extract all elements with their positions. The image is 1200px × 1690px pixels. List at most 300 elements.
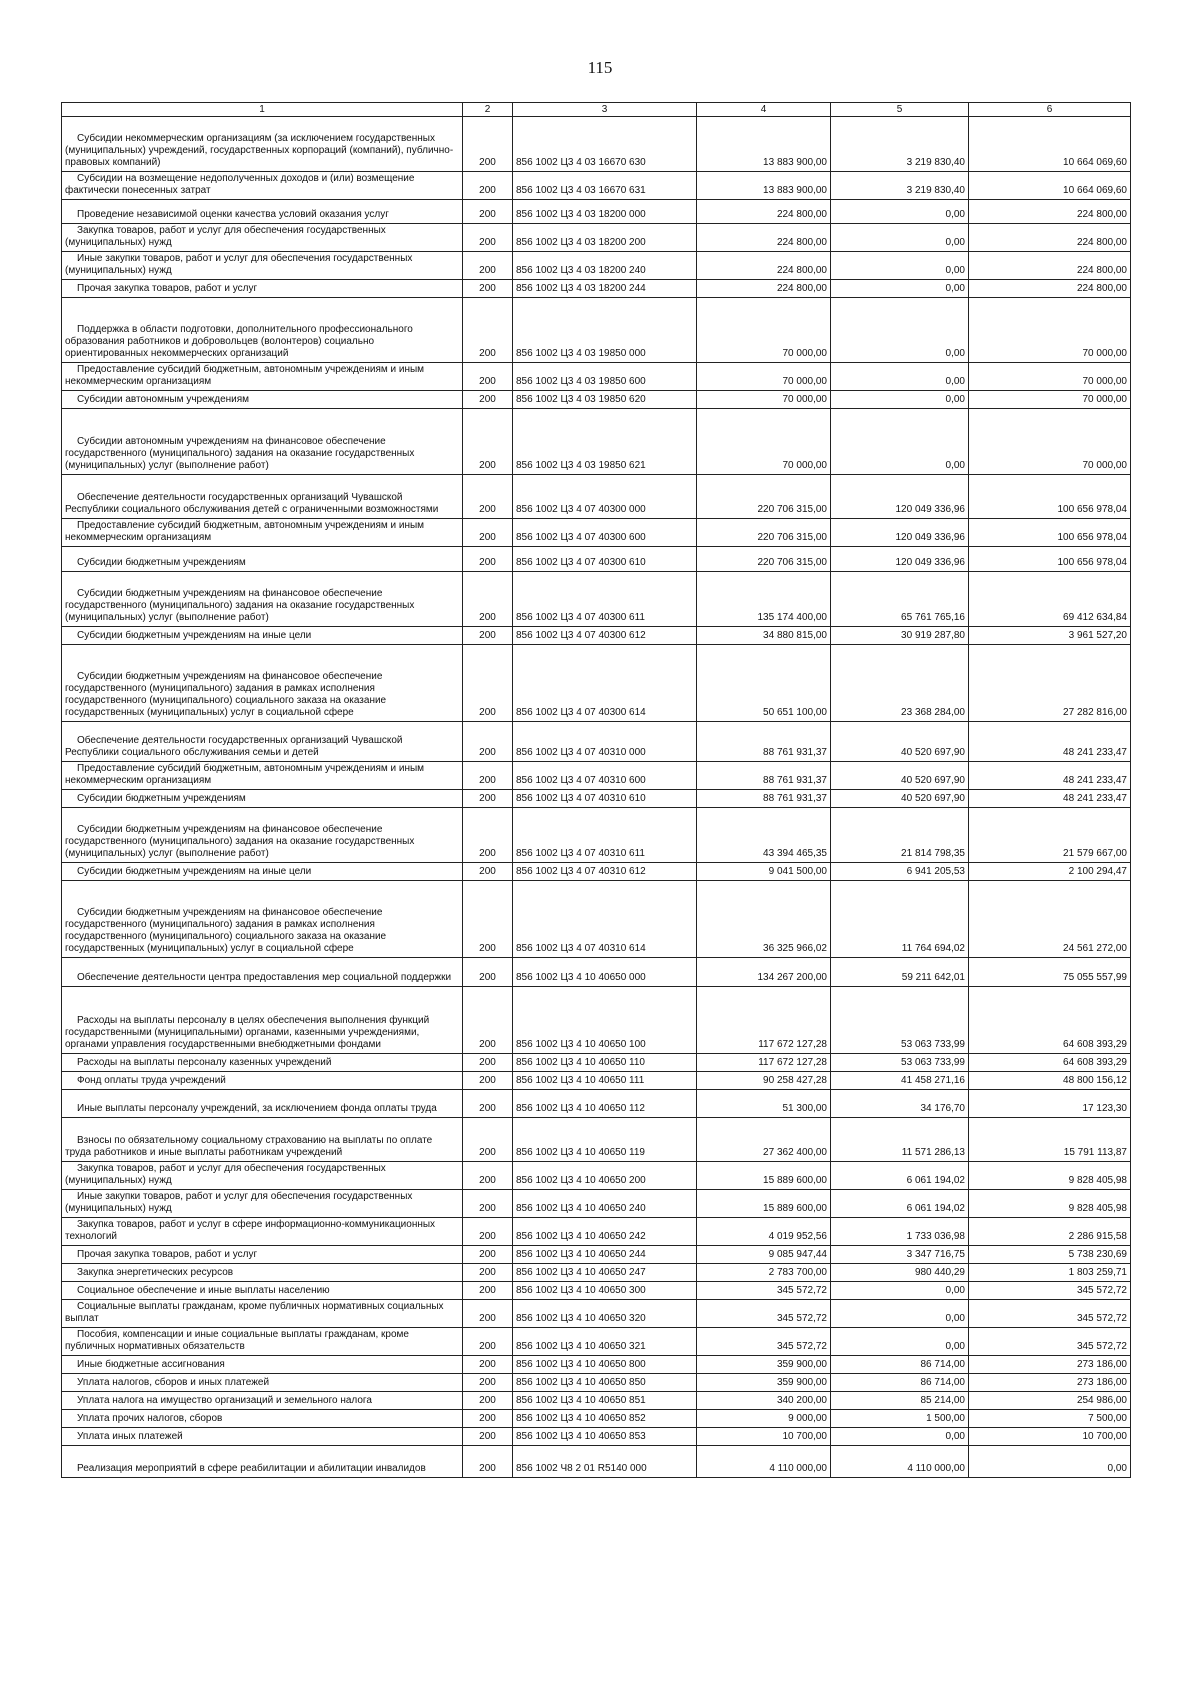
- row-budget-code: 856 1002 Ц3 4 10 40650 000: [513, 958, 697, 987]
- row-executed-amount: 41 458 271,16: [831, 1072, 969, 1090]
- row-section: 200: [463, 1090, 513, 1118]
- row-budget-code: 856 1002 Ц3 4 10 40650 100: [513, 987, 697, 1054]
- row-budget-code: 856 1002 Ц3 4 07 40310 000: [513, 722, 697, 762]
- table-row: [62, 363, 1131, 391]
- row-budget-code: 856 1002 Ц3 4 03 18200 244: [513, 280, 697, 298]
- row-budget-code: 856 1002 Ц3 4 10 40650 851: [513, 1392, 697, 1410]
- row-budget-code: 856 1002 Ц3 4 03 18200 240: [513, 252, 697, 280]
- table-row: [62, 391, 1131, 409]
- row-planned-amount: 10 700,00: [697, 1428, 831, 1446]
- row-section: 200: [463, 475, 513, 519]
- table-row: [62, 1246, 1131, 1264]
- table-row: [62, 547, 1131, 572]
- row-planned-amount: 88 761 931,37: [697, 722, 831, 762]
- row-section: 200: [463, 1054, 513, 1072]
- table-row: [62, 409, 1131, 475]
- table-row: [62, 1118, 1131, 1162]
- row-section: 200: [463, 224, 513, 252]
- table-row: [62, 200, 1131, 224]
- row-section: 200: [463, 1282, 513, 1300]
- row-remaining-amount: 75 055 557,99: [969, 958, 1131, 987]
- row-name: Прочая закупка товаров, работ и услуг: [62, 1246, 463, 1264]
- row-remaining-amount: 48 800 156,12: [969, 1072, 1131, 1090]
- row-planned-amount: 4 110 000,00: [697, 1446, 831, 1478]
- row-budget-code: 856 1002 Ц3 4 03 18200 000: [513, 200, 697, 224]
- row-planned-amount: 340 200,00: [697, 1392, 831, 1410]
- row-budget-code: 856 1002 Ц3 4 10 40650 247: [513, 1264, 697, 1282]
- row-executed-amount: 0,00: [831, 200, 969, 224]
- row-planned-amount: 34 880 815,00: [697, 627, 831, 645]
- row-planned-amount: 50 651 100,00: [697, 645, 831, 722]
- row-budget-code: 856 1002 Ц3 4 07 40310 610: [513, 790, 697, 808]
- row-remaining-amount: 3 961 527,20: [969, 627, 1131, 645]
- row-budget-code: 856 1002 Ц3 4 07 40300 612: [513, 627, 697, 645]
- row-remaining-amount: 27 282 816,00: [969, 645, 1131, 722]
- row-section: 200: [463, 1246, 513, 1264]
- row-planned-amount: 2 783 700,00: [697, 1264, 831, 1282]
- column-number: 1: [62, 103, 463, 117]
- row-executed-amount: 3 219 830,40: [831, 117, 969, 172]
- row-executed-amount: 53 063 733,99: [831, 1054, 969, 1072]
- row-name: Предоставление субсидий бюджетным, автономным учреждениям и иным некоммерческим организациям: [62, 762, 463, 790]
- row-executed-amount: 86 714,00: [831, 1374, 969, 1392]
- row-budget-code: 856 1002 Ц3 4 03 19850 000: [513, 298, 697, 363]
- row-name: Уплата налога на имущество организаций и земельного налога: [62, 1392, 463, 1410]
- row-executed-amount: 1 500,00: [831, 1410, 969, 1428]
- row-planned-amount: 9 041 500,00: [697, 863, 831, 881]
- row-remaining-amount: 48 241 233,47: [969, 722, 1131, 762]
- row-executed-amount: 11 571 286,13: [831, 1118, 969, 1162]
- row-executed-amount: 86 714,00: [831, 1356, 969, 1374]
- row-planned-amount: 15 889 600,00: [697, 1162, 831, 1190]
- row-planned-amount: 27 362 400,00: [697, 1118, 831, 1162]
- row-planned-amount: 36 325 966,02: [697, 881, 831, 958]
- row-remaining-amount: 224 800,00: [969, 280, 1131, 298]
- table-row: [62, 298, 1131, 363]
- row-planned-amount: 9 085 947,44: [697, 1246, 831, 1264]
- row-section: 200: [463, 391, 513, 409]
- row-section: 200: [463, 200, 513, 224]
- row-budget-code: 856 1002 Ц3 4 10 40650 244: [513, 1246, 697, 1264]
- row-name: Субсидии бюджетным учреждениям на финансовое обеспечение государственного (муниципального) задания в рамках исполнения государственного (муниципального) социального заказа на оказание государственных (муниципальных) услуг в социальной сфере: [62, 645, 463, 722]
- row-section: 200: [463, 808, 513, 863]
- row-section: 200: [463, 1190, 513, 1218]
- row-name: Субсидии бюджетным учреждениям: [62, 547, 463, 572]
- row-remaining-amount: 254 986,00: [969, 1392, 1131, 1410]
- table-row: [62, 1374, 1131, 1392]
- row-planned-amount: 134 267 200,00: [697, 958, 831, 987]
- row-section: 200: [463, 722, 513, 762]
- row-remaining-amount: 5 738 230,69: [969, 1246, 1131, 1264]
- row-remaining-amount: 9 828 405,98: [969, 1162, 1131, 1190]
- row-executed-amount: 0,00: [831, 224, 969, 252]
- row-executed-amount: 6 061 194,02: [831, 1190, 969, 1218]
- table-row: [62, 627, 1131, 645]
- row-executed-amount: 34 176,70: [831, 1090, 969, 1118]
- row-remaining-amount: 70 000,00: [969, 363, 1131, 391]
- row-name: Субсидии бюджетным учреждениям на иные цели: [62, 863, 463, 881]
- row-planned-amount: 220 706 315,00: [697, 475, 831, 519]
- row-executed-amount: 0,00: [831, 252, 969, 280]
- row-section: 200: [463, 547, 513, 572]
- row-name: Иные закупки товаров, работ и услуг для обеспечения государственных (муниципальных) нужд: [62, 1190, 463, 1218]
- row-executed-amount: 11 764 694,02: [831, 881, 969, 958]
- row-executed-amount: 40 520 697,90: [831, 790, 969, 808]
- row-remaining-amount: 64 608 393,29: [969, 987, 1131, 1054]
- row-remaining-amount: 224 800,00: [969, 200, 1131, 224]
- row-planned-amount: 88 761 931,37: [697, 762, 831, 790]
- row-planned-amount: 15 889 600,00: [697, 1190, 831, 1218]
- row-remaining-amount: 1 803 259,71: [969, 1264, 1131, 1282]
- table-row: [62, 1446, 1131, 1478]
- row-budget-code: 856 1002 Ц3 4 03 19850 620: [513, 391, 697, 409]
- row-planned-amount: 359 900,00: [697, 1356, 831, 1374]
- row-name: Предоставление субсидий бюджетным, автономным учреждениям и иным некоммерческим организациям: [62, 363, 463, 391]
- row-budget-code: 856 1002 Ц3 4 10 40650 112: [513, 1090, 697, 1118]
- row-executed-amount: 59 211 642,01: [831, 958, 969, 987]
- row-remaining-amount: 24 561 272,00: [969, 881, 1131, 958]
- table-row: [62, 1428, 1131, 1446]
- row-executed-amount: 0,00: [831, 1282, 969, 1300]
- table-row: [62, 1218, 1131, 1246]
- row-remaining-amount: 345 572,72: [969, 1300, 1131, 1328]
- table-row: [62, 1072, 1131, 1090]
- row-planned-amount: 220 706 315,00: [697, 519, 831, 547]
- row-budget-code: 856 1002 Ц3 4 10 40650 800: [513, 1356, 697, 1374]
- row-name: Субсидии на возмещение недополученных доходов и (или) возмещение фактически понесенных затрат: [62, 172, 463, 200]
- table-row: [62, 1328, 1131, 1356]
- row-budget-code: 856 1002 Ц3 4 07 40300 000: [513, 475, 697, 519]
- row-planned-amount: 9 000,00: [697, 1410, 831, 1428]
- row-executed-amount: 23 368 284,00: [831, 645, 969, 722]
- row-section: 200: [463, 572, 513, 627]
- row-remaining-amount: 273 186,00: [969, 1356, 1131, 1374]
- row-executed-amount: 21 814 798,35: [831, 808, 969, 863]
- row-name: Взносы по обязательному социальному страхованию на выплаты по оплате труда работников и иные выплаты работникам учреждений: [62, 1118, 463, 1162]
- row-name: Прочая закупка товаров, работ и услуг: [62, 280, 463, 298]
- row-executed-amount: 4 110 000,00: [831, 1446, 969, 1478]
- row-remaining-amount: 70 000,00: [969, 298, 1131, 363]
- row-name: Фонд оплаты труда учреждений: [62, 1072, 463, 1090]
- table-row: [62, 117, 1131, 172]
- row-name: Реализация мероприятий в сфере реабилитации и абилитации инвалидов: [62, 1446, 463, 1478]
- row-budget-code: 856 1002 Ц3 4 10 40650 320: [513, 1300, 697, 1328]
- row-planned-amount: 90 258 427,28: [697, 1072, 831, 1090]
- row-executed-amount: 3 347 716,75: [831, 1246, 969, 1264]
- row-executed-amount: 120 049 336,96: [831, 547, 969, 572]
- row-planned-amount: 224 800,00: [697, 252, 831, 280]
- row-remaining-amount: 10 664 069,60: [969, 172, 1131, 200]
- row-section: 200: [463, 863, 513, 881]
- table-row: [62, 881, 1131, 958]
- row-planned-amount: 4 019 952,56: [697, 1218, 831, 1246]
- row-planned-amount: 70 000,00: [697, 409, 831, 475]
- row-remaining-amount: 2 286 915,58: [969, 1218, 1131, 1246]
- column-number: 5: [831, 103, 969, 117]
- row-section: 200: [463, 1300, 513, 1328]
- row-remaining-amount: 100 656 978,04: [969, 475, 1131, 519]
- row-executed-amount: 1 733 036,98: [831, 1218, 969, 1246]
- row-name: Закупка товаров, работ и услуг для обеспечения государственных (муниципальных) нужд: [62, 1162, 463, 1190]
- table-row: [62, 645, 1131, 722]
- row-budget-code: 856 1002 Ц3 4 07 40300 611: [513, 572, 697, 627]
- table-row: [62, 572, 1131, 627]
- row-remaining-amount: 100 656 978,04: [969, 519, 1131, 547]
- row-name: Пособия, компенсации и иные социальные выплаты гражданам, кроме публичных нормативных обязательств: [62, 1328, 463, 1356]
- row-remaining-amount: 345 572,72: [969, 1282, 1131, 1300]
- row-budget-code: 856 1002 Ц3 4 10 40650 200: [513, 1162, 697, 1190]
- row-executed-amount: 120 049 336,96: [831, 475, 969, 519]
- table-row: [62, 1282, 1131, 1300]
- row-name: Субсидии автономным учреждениям: [62, 391, 463, 409]
- row-remaining-amount: 21 579 667,00: [969, 808, 1131, 863]
- row-executed-amount: 3 219 830,40: [831, 172, 969, 200]
- row-executed-amount: 0,00: [831, 298, 969, 363]
- row-remaining-amount: 9 828 405,98: [969, 1190, 1131, 1218]
- row-name: Поддержка в области подготовки, дополнительного профессионального образования работников и добровольцев (волонтеров) социально ориентированных некоммерческих организаций: [62, 298, 463, 363]
- row-name: Закупка товаров, работ и услуг для обеспечения государственных (муниципальных) нужд: [62, 224, 463, 252]
- row-remaining-amount: 10 700,00: [969, 1428, 1131, 1446]
- row-planned-amount: 88 761 931,37: [697, 790, 831, 808]
- row-remaining-amount: 273 186,00: [969, 1374, 1131, 1392]
- row-name: Обеспечение деятельности государственных организаций Чувашской Республики социального обслуживания семьи и детей: [62, 722, 463, 762]
- row-budget-code: 856 1002 Ц3 4 07 40310 612: [513, 863, 697, 881]
- row-section: 200: [463, 790, 513, 808]
- table-row: [62, 1300, 1131, 1328]
- row-section: 200: [463, 1392, 513, 1410]
- row-budget-code: 856 1002 Ц3 4 10 40650 300: [513, 1282, 697, 1300]
- row-executed-amount: 0,00: [831, 280, 969, 298]
- row-name: Обеспечение деятельности государственных организаций Чувашской Республики социального обслуживания детей с ограниченными возможностями: [62, 475, 463, 519]
- row-budget-code: 856 1002 Ц3 4 10 40650 242: [513, 1218, 697, 1246]
- row-name: Субсидии бюджетным учреждениям на финансовое обеспечение государственного (муниципального) задания в рамках исполнения государственного (муниципального) социального заказа на оказание государственных (муниципальных) услуг в социальной сфере: [62, 881, 463, 958]
- row-remaining-amount: 64 608 393,29: [969, 1054, 1131, 1072]
- row-section: 200: [463, 1356, 513, 1374]
- row-section: 200: [463, 627, 513, 645]
- row-section: 200: [463, 1446, 513, 1478]
- row-executed-amount: 53 063 733,99: [831, 987, 969, 1054]
- row-budget-code: 856 1002 Ц3 4 07 40300 614: [513, 645, 697, 722]
- row-remaining-amount: 2 100 294,47: [969, 863, 1131, 881]
- row-executed-amount: 85 214,00: [831, 1392, 969, 1410]
- row-executed-amount: 6 941 205,53: [831, 863, 969, 881]
- table-row: [62, 808, 1131, 863]
- row-planned-amount: 345 572,72: [697, 1282, 831, 1300]
- row-planned-amount: 224 800,00: [697, 224, 831, 252]
- row-section: 200: [463, 1118, 513, 1162]
- column-number: 2: [463, 103, 513, 117]
- row-planned-amount: 13 883 900,00: [697, 172, 831, 200]
- row-name: Субсидии бюджетным учреждениям на финансовое обеспечение государственного (муниципального) задания на оказание государственных (муниципальных) услуг (выполнение работ): [62, 808, 463, 863]
- row-name: Уплата налогов, сборов и иных платежей: [62, 1374, 463, 1392]
- row-planned-amount: 345 572,72: [697, 1300, 831, 1328]
- row-name: Субсидии бюджетным учреждениям на иные цели: [62, 627, 463, 645]
- row-section: 200: [463, 298, 513, 363]
- row-section: 200: [463, 1374, 513, 1392]
- row-planned-amount: 224 800,00: [697, 280, 831, 298]
- row-executed-amount: 0,00: [831, 1300, 969, 1328]
- row-planned-amount: 117 672 127,28: [697, 1054, 831, 1072]
- row-planned-amount: 220 706 315,00: [697, 547, 831, 572]
- row-name: Иные бюджетные ассигнования: [62, 1356, 463, 1374]
- table-row: [62, 1410, 1131, 1428]
- table-row: [62, 1162, 1131, 1190]
- row-remaining-amount: 70 000,00: [969, 391, 1131, 409]
- row-executed-amount: 6 061 194,02: [831, 1162, 969, 1190]
- row-remaining-amount: 7 500,00: [969, 1410, 1131, 1428]
- row-name: Расходы на выплаты персоналу казенных учреждений: [62, 1054, 463, 1072]
- row-budget-code: 856 1002 Ц3 4 10 40650 240: [513, 1190, 697, 1218]
- row-budget-code: 856 1002 Ц3 4 10 40650 852: [513, 1410, 697, 1428]
- row-budget-code: 856 1002 Ц3 4 03 19850 600: [513, 363, 697, 391]
- row-planned-amount: 359 900,00: [697, 1374, 831, 1392]
- row-section: 200: [463, 252, 513, 280]
- row-remaining-amount: 70 000,00: [969, 409, 1131, 475]
- row-remaining-amount: 69 412 634,84: [969, 572, 1131, 627]
- row-remaining-amount: 224 800,00: [969, 224, 1131, 252]
- row-budget-code: 856 1002 Ц3 4 07 40300 600: [513, 519, 697, 547]
- row-planned-amount: 51 300,00: [697, 1090, 831, 1118]
- row-budget-code: 856 1002 Ц3 4 10 40650 321: [513, 1328, 697, 1356]
- row-remaining-amount: 224 800,00: [969, 252, 1131, 280]
- row-executed-amount: 0,00: [831, 363, 969, 391]
- row-name: Проведение независимой оценки качества условий оказания услуг: [62, 200, 463, 224]
- row-executed-amount: 120 049 336,96: [831, 519, 969, 547]
- table-row: [62, 224, 1131, 252]
- row-executed-amount: 980 440,29: [831, 1264, 969, 1282]
- row-planned-amount: 117 672 127,28: [697, 987, 831, 1054]
- row-executed-amount: 40 520 697,90: [831, 762, 969, 790]
- table-row: [62, 172, 1131, 200]
- row-remaining-amount: 10 664 069,60: [969, 117, 1131, 172]
- row-planned-amount: 70 000,00: [697, 298, 831, 363]
- row-remaining-amount: 17 123,30: [969, 1090, 1131, 1118]
- row-planned-amount: 13 883 900,00: [697, 117, 831, 172]
- row-remaining-amount: 100 656 978,04: [969, 547, 1131, 572]
- row-budget-code: 856 1002 Ц3 4 10 40650 850: [513, 1374, 697, 1392]
- row-section: 200: [463, 1328, 513, 1356]
- row-executed-amount: 40 520 697,90: [831, 722, 969, 762]
- row-budget-code: 856 1002 Ч8 2 01 R5140 000: [513, 1446, 697, 1478]
- row-name: Иные выплаты персоналу учреждений, за исключением фонда оплаты труда: [62, 1090, 463, 1118]
- row-budget-code: 856 1002 Ц3 4 03 16670 630: [513, 117, 697, 172]
- row-budget-code: 856 1002 Ц3 4 07 40310 611: [513, 808, 697, 863]
- row-section: 200: [463, 1428, 513, 1446]
- row-name: Субсидии бюджетным учреждениям на финансовое обеспечение государственного (муниципального) задания на оказание государственных (муниципальных) услуг (выполнение работ): [62, 572, 463, 627]
- row-remaining-amount: 15 791 113,87: [969, 1118, 1131, 1162]
- row-section: 200: [463, 363, 513, 391]
- row-executed-amount: 65 761 765,16: [831, 572, 969, 627]
- row-section: 200: [463, 280, 513, 298]
- column-number: 6: [969, 103, 1131, 117]
- row-name: Расходы на выплаты персоналу в целях обеспечения выполнения функций государственными (муниципальными) органами, казенными учреждениями, органами управления государственными внебюджетными фондами: [62, 987, 463, 1054]
- row-budget-code: 856 1002 Ц3 4 10 40650 119: [513, 1118, 697, 1162]
- row-budget-code: 856 1002 Ц3 4 07 40300 610: [513, 547, 697, 572]
- row-name: Субсидии бюджетным учреждениям: [62, 790, 463, 808]
- table-row: [62, 1392, 1131, 1410]
- row-name: Уплата иных платежей: [62, 1428, 463, 1446]
- row-budget-code: 856 1002 Ц3 4 03 19850 621: [513, 409, 697, 475]
- row-budget-code: 856 1002 Ц3 4 10 40650 853: [513, 1428, 697, 1446]
- row-section: 200: [463, 987, 513, 1054]
- row-planned-amount: 345 572,72: [697, 1328, 831, 1356]
- row-executed-amount: 30 919 287,80: [831, 627, 969, 645]
- row-name: Иные закупки товаров, работ и услуг для обеспечения государственных (муниципальных) нужд: [62, 252, 463, 280]
- row-section: 200: [463, 645, 513, 722]
- row-executed-amount: 0,00: [831, 391, 969, 409]
- table-row: [62, 475, 1131, 519]
- row-budget-code: 856 1002 Ц3 4 07 40310 614: [513, 881, 697, 958]
- row-section: 200: [463, 409, 513, 475]
- row-executed-amount: 0,00: [831, 409, 969, 475]
- row-executed-amount: 0,00: [831, 1328, 969, 1356]
- row-section: 200: [463, 1218, 513, 1246]
- table-row: [62, 1264, 1131, 1282]
- row-section: 200: [463, 172, 513, 200]
- row-section: 200: [463, 1264, 513, 1282]
- table-row: [62, 1356, 1131, 1374]
- table-row: [62, 280, 1131, 298]
- row-planned-amount: 70 000,00: [697, 391, 831, 409]
- row-remaining-amount: 345 572,72: [969, 1328, 1131, 1356]
- column-number: 3: [513, 103, 697, 117]
- table-row: [62, 762, 1131, 790]
- table-row: [62, 863, 1131, 881]
- row-section: 200: [463, 117, 513, 172]
- row-planned-amount: 43 394 465,35: [697, 808, 831, 863]
- table-row: [62, 519, 1131, 547]
- row-executed-amount: 0,00: [831, 1428, 969, 1446]
- row-name: Обеспечение деятельности центра предоставления мер социальной поддержки: [62, 958, 463, 987]
- row-budget-code: 856 1002 Ц3 4 07 40310 600: [513, 762, 697, 790]
- row-name: Предоставление субсидий бюджетным, автономным учреждениям и иным некоммерческим организациям: [62, 519, 463, 547]
- row-section: 200: [463, 1162, 513, 1190]
- row-section: 200: [463, 519, 513, 547]
- row-budget-code: 856 1002 Ц3 4 10 40650 111: [513, 1072, 697, 1090]
- table-row: [62, 790, 1131, 808]
- row-planned-amount: 224 800,00: [697, 200, 831, 224]
- row-name: Субсидии автономным учреждениям на финансовое обеспечение государственного (муниципального) задания на оказание государственных (муниципальных) услуг (выполнение работ): [62, 409, 463, 475]
- row-name: Закупка товаров, работ и услуг в сфере информационно-коммуникационных технологий: [62, 1218, 463, 1246]
- row-budget-code: 856 1002 Ц3 4 10 40650 110: [513, 1054, 697, 1072]
- row-section: 200: [463, 1072, 513, 1090]
- row-section: 200: [463, 1410, 513, 1428]
- row-name: Социальное обеспечение и иные выплаты населению: [62, 1282, 463, 1300]
- row-budget-code: 856 1002 Ц3 4 03 16670 631: [513, 172, 697, 200]
- table-row: [62, 1090, 1131, 1118]
- table-row: [62, 252, 1131, 280]
- column-number-header: [62, 103, 1131, 117]
- table-row: [62, 1190, 1131, 1218]
- page-number: 115: [587, 58, 613, 77]
- row-section: 200: [463, 881, 513, 958]
- table-row: [62, 958, 1131, 987]
- row-planned-amount: 70 000,00: [697, 363, 831, 391]
- row-name: Субсидии некоммерческим организациям (за исключением государственных (муниципальных) учреждений, государственных корпораций (компаний), публично-правовых компаний): [62, 117, 463, 172]
- row-planned-amount: 135 174 400,00: [697, 572, 831, 627]
- column-number: 4: [697, 103, 831, 117]
- row-remaining-amount: 48 241 233,47: [969, 790, 1131, 808]
- row-budget-code: 856 1002 Ц3 4 03 18200 200: [513, 224, 697, 252]
- table-row: [62, 722, 1131, 762]
- table-row: [62, 987, 1131, 1054]
- row-remaining-amount: 48 241 233,47: [969, 762, 1131, 790]
- budget-table: [61, 102, 1131, 1478]
- row-section: 200: [463, 958, 513, 987]
- row-section: 200: [463, 762, 513, 790]
- row-remaining-amount: 0,00: [969, 1446, 1131, 1478]
- row-name: Уплата прочих налогов, сборов: [62, 1410, 463, 1428]
